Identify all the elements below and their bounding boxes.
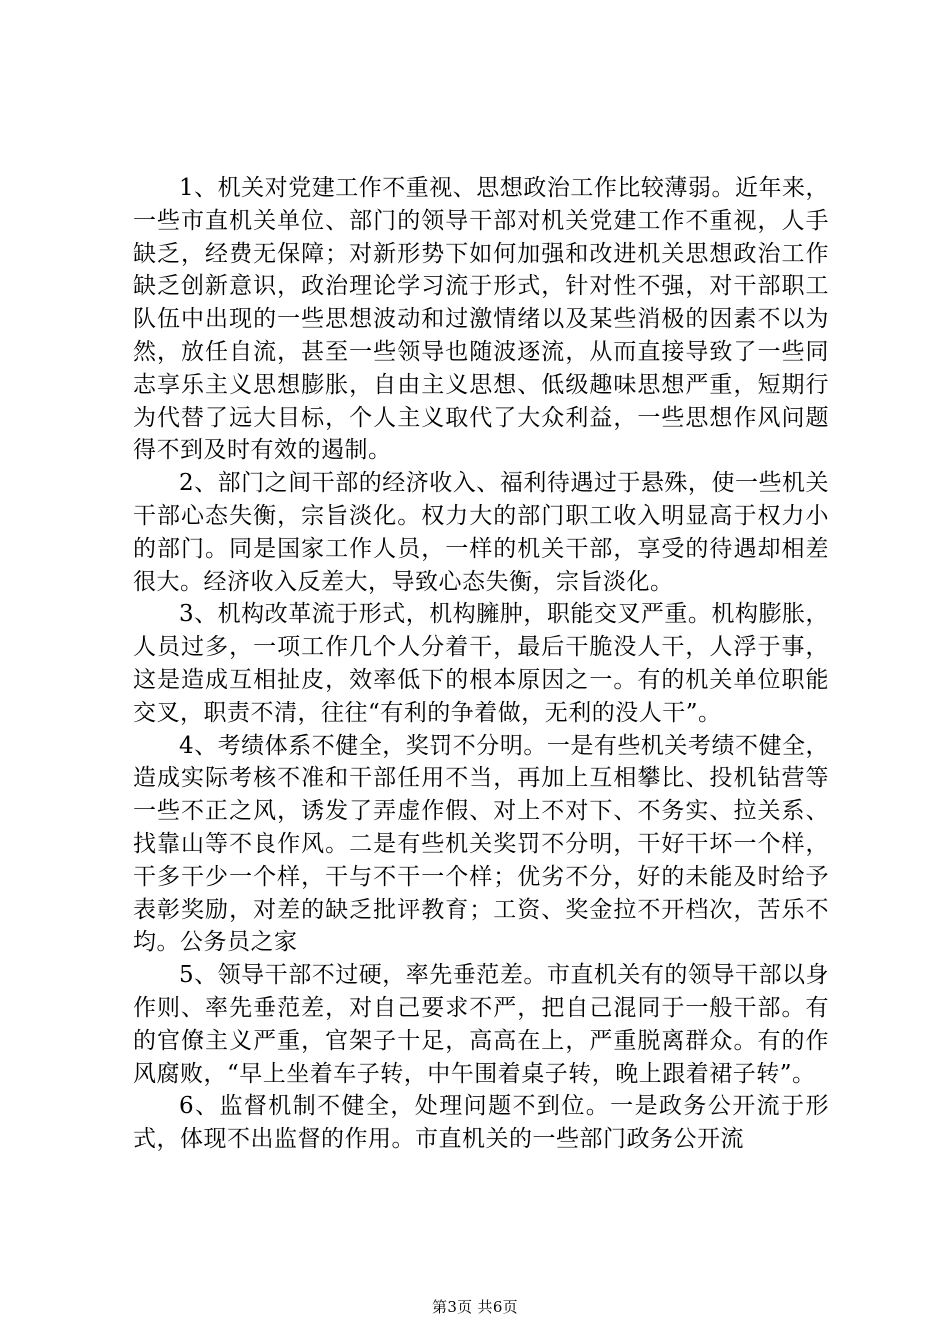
paragraph-2: 2、部门之间干部的经济收入、福利待遇过于悬殊，使一些机关干部心态失衡，宗旨淡化。权力大的部门职工收入明显高于权力小的部门。同是国家工作人员，一样的机关干部，享受的待遇却相差很大。经济收入反差大，导致心态失衡，宗旨淡化。 <box>133 470 829 595</box>
paragraph-3: 3、机构改革流于形式，机构臃肿，职能交叉严重。机构膨胀，人员过多，一项工作几个人分着干，最后干脆没人干，人浮于事，这是造成互相扯皮，效率低下的根本原因之一。有的机关单位职能交叉，职责不清，往往“有利的争着做，无利的没人干”。 <box>133 601 829 726</box>
paragraph-1: 1、机关对党建工作不重视、思想政治工作比较薄弱。近年来，一些市直机关单位、部门的领导干部对机关党建工作不重视，人手缺乏，经费无保障；对新形势下如何加强和改进机关思想政治工作缺乏创新意识，政治理论学习流于形式，针对性不强，对干部职工队伍中出现的一些思想波动和过激情绪以及某些消极的因素不以为然，放任自流，甚至一些领导也随波逐流，从而直接导致了一些同志享乐主义思想膨胀，自由主义思想、低级趣味思想严重，短期行为代替了远大目标，个人主义取代了大众利益，一些思想作风问题得不到及时有效的遏制。 <box>133 175 829 464</box>
paragraph-6: 6、监督机制不健全，处理问题不到位。一是政务公开流于形式，体现不出监督的作用。市直机关的一些部门政务公开流 <box>133 1093 829 1153</box>
page-footer: 第3页 共6页 <box>432 1298 518 1316</box>
document-body <box>133 172 829 1156</box>
paragraph-4: 4、考绩体系不健全，奖罚不分明。一是有些机关考绩不健全，造成实际考核不准和干部任用不当，再加上互相攀比、投机钻营等一些不正之风，诱发了弄虚作假、对上不对下、不务实、拉关系、找靠山等不良作风。二是有些机关奖罚不分明，干好干坏一个样，干多干少一个样，干与不干一个样；优劣不分，好的未能及时给予表彰奖励，对差的缺乏批评教育；工资、奖金拉不开档次，苦乐不均。公务员之家 <box>133 732 829 956</box>
paragraph-5: 5、领导干部不过硬，率先垂范差。市直机关有的领导干部以身作则、率先垂范差，对自己要求不严，把自己混同于一般干部。有的官僚主义严重，官架子十足，高高在上，严重脱离群众。有的作风腐败，“早上坐着车子转，中午围着桌子转，晚上跟着裙子转”。 <box>133 962 829 1087</box>
